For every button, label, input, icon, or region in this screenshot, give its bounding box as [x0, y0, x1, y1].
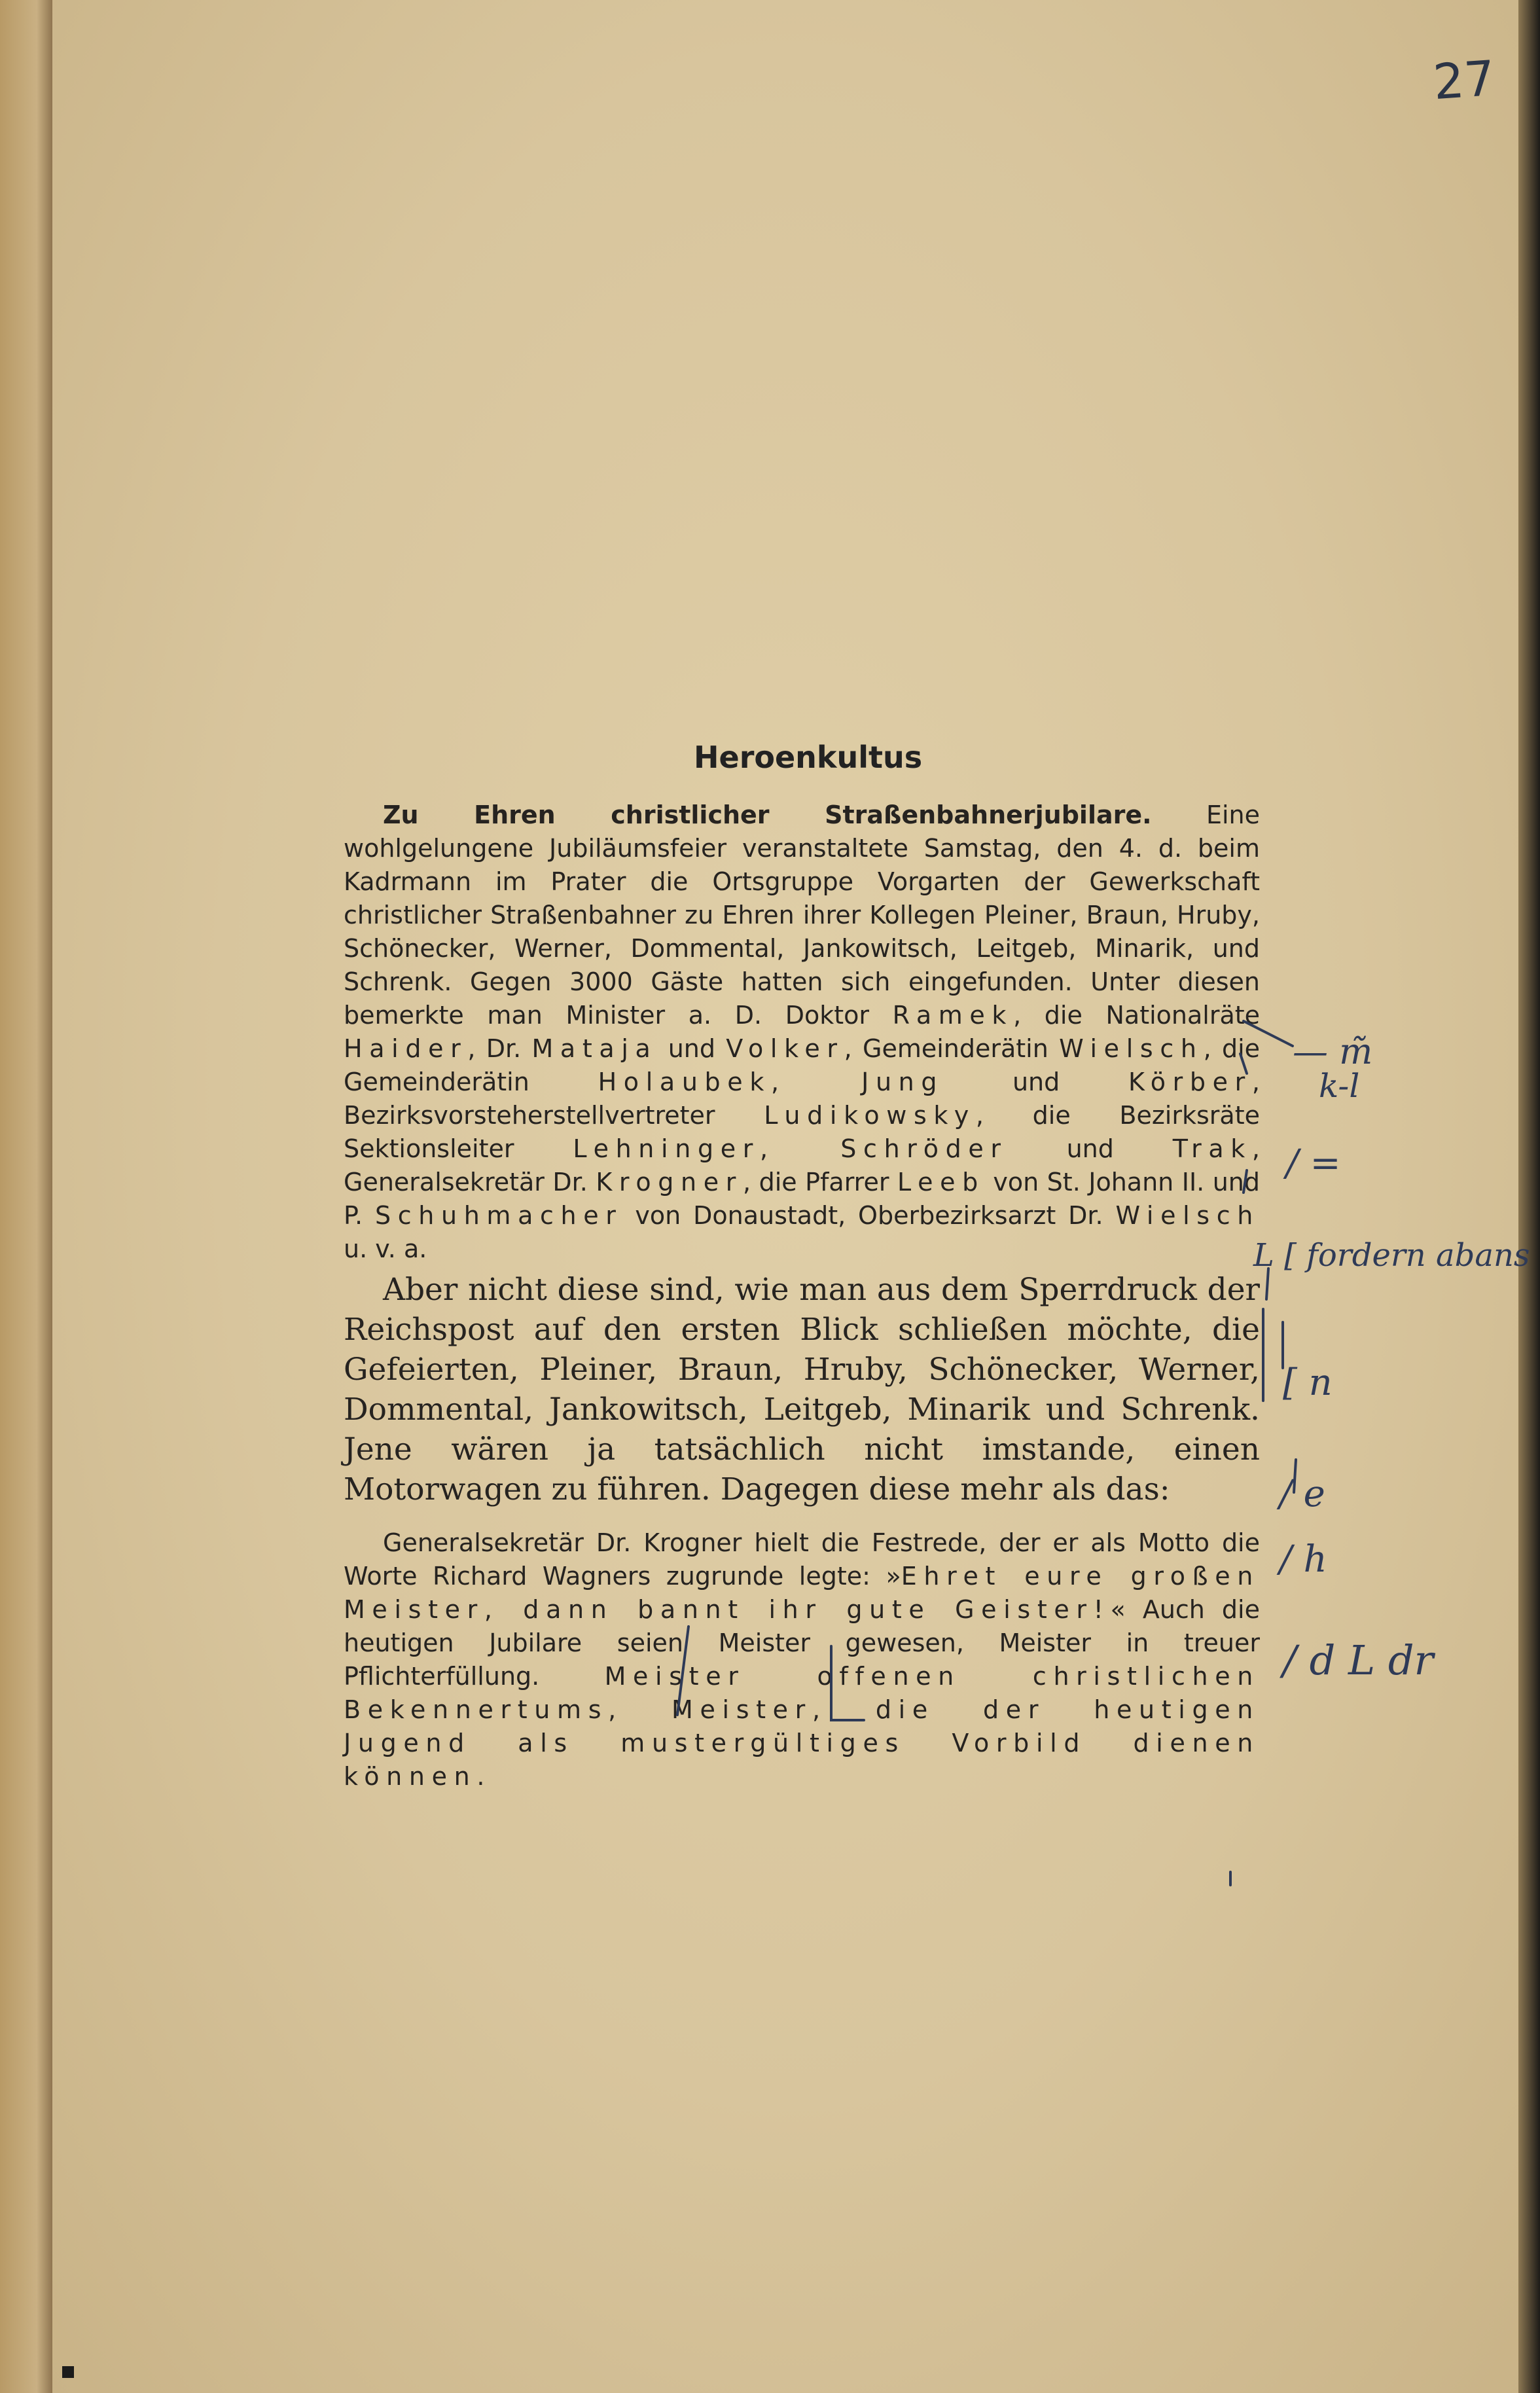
margin-note: — m̃: [1293, 1031, 1373, 1072]
ink-mark: [1244, 1170, 1247, 1193]
ink-mark: [677, 1627, 689, 1715]
text-run: , Bezirksvorsteherstellvertreter: [344, 1068, 1260, 1130]
text-run: und: [657, 1034, 726, 1063]
margin-note: / =: [1286, 1142, 1341, 1185]
margin-note: / h: [1280, 1538, 1327, 1581]
paragraph-1-lead: Zu Ehren christlicher Straßenbahnerjubilare.: [383, 801, 1152, 829]
text-run: von Donaustadt, Oberbezirksarzt Dr.: [622, 1201, 1116, 1230]
text-run: von St. Johann II. und P.: [344, 1168, 1261, 1230]
spaced-name: Ludikowsky: [764, 1101, 976, 1130]
text-run: « Auch die heutigen Jubilare seien Meister gewesen, Meister in treuer Pflichterfüllung.: [344, 1595, 1260, 1691]
spaced-name: Leeb: [897, 1168, 985, 1196]
spaced-sentence: Meister offenen christlichen Bekennertums, Meister, die der heutigen Jugend als mustergültiges Vorbild dienen können.: [344, 1662, 1260, 1791]
spaced-name: Körber: [1128, 1068, 1252, 1096]
text-run: , die Pfarrer: [743, 1168, 897, 1196]
text-run: , Dr.: [467, 1034, 532, 1063]
spaced-name: Ramek: [892, 1001, 1014, 1030]
text-run: Eine wohlgelungene Jubiläumsfeier veranstaltete Samstag, den 4. d. beim Kadrmann im Prater die Ortsgruppe Vorgarten der Gewerkschaft christlicher Straßenbahner zu Ehren ihrer Kollegen Pleiner, Braun, Hruby, Schönecker, Werner, Dommental, Jankowitsch, Leitgeb, Minarik, und Schrenk. Gegen 3000 Gäste hatten sich eingefunden. Unter diesen bemerkte man Minister a. D. Doktor: [344, 801, 1260, 1030]
spaced-name: Krogner: [596, 1168, 743, 1196]
spaced-name: Lehninger, Schröder: [573, 1134, 1008, 1163]
text-run: , die Bezirksräte Sektionsleiter: [344, 1101, 1260, 1163]
margin-note: / e: [1280, 1473, 1325, 1515]
spaced-name: Wielsch: [1115, 1201, 1260, 1230]
spaced-name: Volker: [726, 1034, 844, 1063]
spaced-name: Mataja: [531, 1034, 658, 1063]
text-run: und: [944, 1068, 1129, 1096]
ink-mark: [1240, 1054, 1247, 1073]
text-run: Generalsekretär Dr. Krogner hielt die Festrede, der er als Motto die Worte Richard Wagners zugrunde legte: »: [344, 1528, 1260, 1591]
article-title: Heroenkultus: [694, 740, 923, 775]
spaced-name: Trak: [1172, 1134, 1252, 1163]
page-number: 27: [1431, 50, 1497, 111]
text-run: , die Nationalräte: [1013, 1001, 1261, 1030]
text-run: , Gemeinderätin: [844, 1034, 1060, 1063]
text-run: und: [1007, 1134, 1173, 1163]
spaced-name: Schuhmacher: [374, 1201, 623, 1230]
spaced-quote: Ehret eure großen Meister, dann bannt ihr gute Geister!: [344, 1562, 1260, 1624]
ink-mark: [831, 1646, 864, 1720]
margin-note: / d L dr: [1283, 1636, 1434, 1684]
spaced-name: Wielsch: [1059, 1034, 1204, 1063]
text-run: , die Gemeinderätin: [344, 1034, 1261, 1096]
margin-note: L [ fordern abans: [1253, 1237, 1530, 1274]
spaced-name: Holaubek, Jung: [598, 1068, 944, 1096]
paragraph-2: Aber nicht diese sind, wie man aus dem Sperrdruck der Reichspost auf den ersten Blick schließen möchte, die Gefeierten, Pleiner, Braun, Hruby, Schönecker, Werner, Dommental, Jankowitsch, Leitgeb, Minarik und Schrenk. Jene wären ja tatsächlich nicht imstande, einen Motorwagen zu führen. Dagegen diese mehr als das:: [344, 1272, 1260, 1507]
text-run: , Generalsekretär Dr.: [344, 1134, 1260, 1196]
margin-note: k-l: [1319, 1067, 1360, 1105]
ink-mark: [1244, 1021, 1293, 1046]
spaced-name: Haider: [344, 1034, 468, 1063]
margin-note: [ n: [1283, 1361, 1333, 1404]
text-run: u. v. a.: [344, 1234, 427, 1263]
